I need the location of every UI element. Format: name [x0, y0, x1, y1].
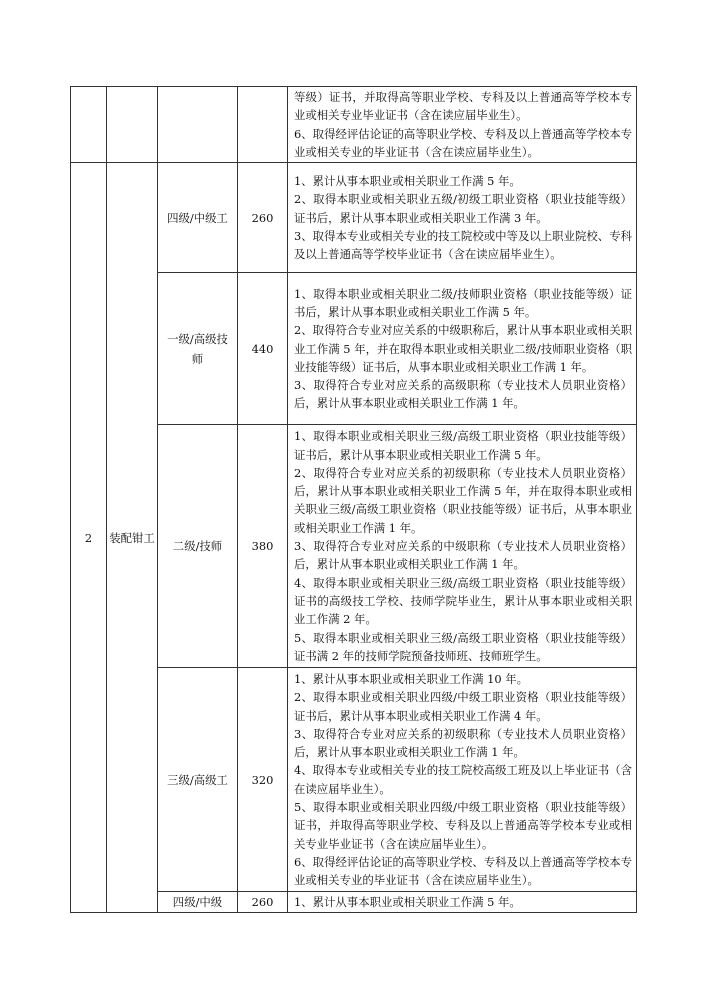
requirement-item: 5、取得本职业或相关职业三级/高级工职业资格（职业技能等级）证书满 2 年的技师学院预备技师班、技师班学生。: [294, 630, 632, 663]
requirement-item: 4、取得本职业或相关职业三级/高级工职业资格（职业技能等级）证书的高级技工学校、技师学院毕业生，累计从事本职业或相关职业工作满 2 年。: [294, 575, 632, 627]
fee-cell: 320: [238, 668, 288, 892]
number-cell: [71, 87, 107, 163]
requirements-cell: [288, 273, 637, 425]
level-cell: 四级/中级: [158, 892, 238, 913]
requirements-cell: [288, 668, 637, 892]
level-cell: 二级/技师: [158, 425, 238, 668]
requirement-item: 3、取得符合专业对应关系的中级职称（专业技术人员职业资格）后，累计从事本职业或相关职业工作满 1 年。: [294, 539, 632, 572]
level-cell: 四级/中级工: [158, 163, 238, 273]
requirement-item: 等级）证书，并取得高等职业学校、专科及以上普通高等学校本专业或相关专业毕业证书（含在读应届毕业生）。: [294, 90, 632, 123]
requirement-item: 1、累计从事本职业或相关职业工作满 5 年。: [294, 173, 521, 188]
fee-cell: [238, 87, 288, 163]
eligibility-table: [70, 86, 637, 913]
table-row: [71, 87, 637, 163]
requirements-cell: [288, 892, 637, 913]
number-cell: 2: [71, 163, 107, 913]
requirements-cell: [288, 425, 637, 668]
table-row: [71, 163, 637, 273]
fee-cell: 260: [238, 892, 288, 913]
job-cell: 装配钳工: [107, 163, 158, 913]
requirement-item: 1、累计从事本职业或相关职业工作满 5 年。: [294, 895, 521, 910]
requirement-item: 5、取得本职业或相关职业四级/中级工职业资格（职业技能等级）证书，并取得高等职业学校、专科及以上普通高等学校本专业或相关专业毕业证书（含在读应届毕业生）。: [294, 799, 632, 851]
requirement-item: 1、取得本职业或相关职业二级/技师职业资格（职业技能等级）证书后，累计从事本职业或相关职业工作满 5 年。: [294, 286, 632, 319]
requirement-item: 3、取得符合专业对应关系的初级职称（专业技术人员职业资格）后，累计从事本职业或相关职业工作满 1 年。: [294, 726, 632, 760]
requirement-item: 3、取得本专业或相关专业的技工院校或中等及以上职业院校、专科及以上普通高等学校毕业证书（含在读应届毕业生）。: [294, 228, 632, 262]
fee-cell: 380: [238, 425, 288, 668]
requirement-item: 3、取得符合专业对应关系的高级职称（专业技术人员职业资格）后，累计从事本职业或相关职业工作满 1 年。: [294, 378, 632, 411]
requirement-item: 1、累计从事本职业或相关职业工作满 10 年。: [294, 671, 529, 686]
fee-cell: 440: [238, 273, 288, 425]
requirement-item: 1、取得本职业或相关职业三级/高级工职业资格（职业技能等级）证书后，累计从事本职业或相关职业工作满 5 年。: [294, 429, 632, 462]
job-cell: [107, 87, 158, 163]
requirement-item: 6、取得经评估论证的高等职业学校、专科及以上普通高等学校本专业或相关专业的毕业证书（含在读应届毕业生）。: [294, 126, 632, 159]
level-cell: 一级/高级技师: [158, 273, 238, 425]
level-cell: 三级/高级工: [158, 668, 238, 892]
level-cell: [158, 87, 238, 163]
requirements-cell: [288, 163, 637, 273]
fee-cell: 260: [238, 163, 288, 273]
requirement-item: 6、取得经评估论证的高等职业学校、专科及以上普通高等学校本专业或相关专业的毕业证书（含在读应届毕业生）。: [294, 854, 632, 888]
requirement-item: 2、取得本职业或相关职业四级/中级工职业资格（职业技能等级）证书后，累计从事本职业或相关职业工作满 4 年。: [294, 690, 632, 723]
requirement-item: 4、取得本专业或相关专业的技工院校高级工班及以上毕业证书（含在读应届毕业生）。: [294, 763, 632, 796]
requirement-item: 2、取得符合专业对应关系的中级职称后，累计从事本职业或相关职业工作满 5 年，并在取得本职业或相关职业二级/技师职业资格（职业技能等级）证书后，从事本职业或相关职业工作满 1 年。: [294, 323, 632, 374]
requirements-cell: [288, 87, 637, 163]
requirement-item: 2、取得本职业或相关职业五级/初级工职业资格（职业技能等级）证书后，累计从事本职业或相关职业工作满 3 年。: [294, 192, 632, 225]
requirement-item: 2、取得符合专业对应关系的初级职称（专业技术人员职业资格）后，累计从事本职业或相关职业工作满 5 年，并在取得本职业或相关职业三级/高级工职业资格（职业技能等级）证书后，从事本职业或相关职业工作满 1 年。: [294, 465, 632, 535]
